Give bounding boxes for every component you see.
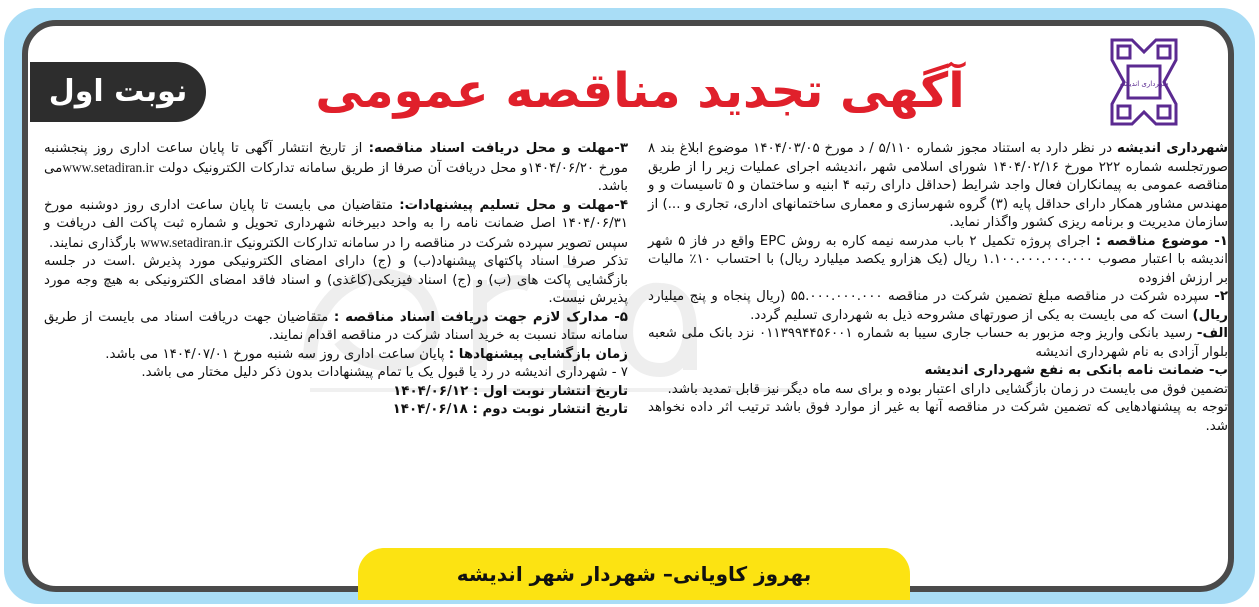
opening-time <box>44 346 628 365</box>
item3-label: ۳-مهلت و محل دریافت اسناد مناقصه: <box>368 141 628 156</box>
item3-tail: می باشد. <box>44 160 628 194</box>
item5-text: متقاضیان جهت دریافت اسناد می بایست از طریق سامانه ستاد نسبت به خرید اسناد شرکت در مناقصه اقدام نمایند. <box>44 309 628 343</box>
setadiran-link[interactable]: www.setadiran.ir <box>62 159 154 175</box>
left-column <box>44 140 628 420</box>
logo-text: شهرداری اندیشه <box>1119 80 1169 88</box>
signature-bar: بهروز کاویانی– شهردار شهر اندیشه <box>358 548 910 600</box>
publish-1-label: تاریخ انتشار نوبت اول : <box>472 383 628 399</box>
municipality-logo <box>1108 36 1180 128</box>
item-4 <box>44 197 628 254</box>
intro-bold: شهرداری اندیشه <box>1116 141 1228 156</box>
item1-label: ۱- موضوع مناقصه : <box>1095 233 1228 249</box>
alef-label: الف- <box>1196 326 1229 341</box>
intro-text: در نظر دارد به استناد مجوز شماره ۵/۱۱۰ / د مورخ ۱۴۰۴/۰۳/۰۵ موضوع ابلاغ بند ۸ صورتجلسه شماره ۲۲۲ مورخ ۱۴۰۴/۰۲/۱۶ شورای اسلامی شهر ،اندیشه اجرای عملیات زیر را از طریق مناقصه عمومی به پیمانکاران فعال واجد شرایط (حداقل دارای رتبه ۴ ابنیه و ساختمان و ۵ تاسیسات و و مهندس مشاور همکار دارای حداقل پایه (۳) گروه شهرسازی و معماری ساختمانهای اداری، تجاری و ...) از سازمان مدیریت و برنامه ریزی کشور واگذار نماید. <box>648 141 1228 230</box>
item5-label: ۵- مدارک لازم جهت دریافت اسناد مناقصه : <box>333 309 628 325</box>
publish-2-label: تاریخ انتشار نوبت دوم : <box>472 402 628 417</box>
publish-date-1 <box>44 383 628 402</box>
item4-label: ۴-مهلت و محل تسلیم پیشنهادات: <box>399 197 628 213</box>
item-1 <box>648 233 1228 289</box>
item2-text: سپرده شرکت در مناقصه مبلغ تضمین شرکت در مناقصه ۵۵.۰۰۰.۰۰۰.۰۰۰ (ریال پنجاه و پنج میلیارد <box>648 289 1215 304</box>
item-5 <box>44 309 628 346</box>
round-badge: نوبت اول <box>30 62 206 122</box>
setadiran-link-2[interactable]: www.setadiran.ir <box>140 234 232 250</box>
item4-text: متقاضیان می بایست تا پایان ساعت اداری روز دوشنبه مورخ ۱۴۰۴/۰۶/۳۱ اصل ضمانت نامه را به واحد دبیرخانه شهرداری تحویل و شماره ثبت پاکت الف دریافت و سپس تصویر سپرده شرکت در مناقصه را در سامانه تدارکات الکترونیک <box>44 197 628 251</box>
opening-label: زمان بازگشایی پیشنهادها : <box>448 346 628 362</box>
guarantee-note-2: توجه به پیشنهادهایی که تضمین شرکت در مناقصه آنها به غیر از موارد فوق باشد ترتیب اثر داده نخواهد شد. <box>648 400 1228 434</box>
item-be <box>648 362 1228 381</box>
item2-label: ۲- <box>1214 289 1229 304</box>
opening-text: پایان ساعت اداری روز سه شنبه مورخ ۱۴۰۴/۰۷/۰۱ می باشد. <box>105 346 449 362</box>
item1-text: اجرای پروژه تکمیل ۲ باب مدرسه نیمه کاره به روش EPC واقع در فاز ۵ شهر اندیشه با اعتبار مصوب ۱.۱۰۰.۰۰۰.۰۰۰.۰۰۰ ریال (یک هزارو یکصد میلیارد ریال) با احتساب ۱۰٪ مالیات بر ارزش افزوده <box>648 233 1229 286</box>
right-column <box>648 140 1228 436</box>
note-paragraph: تذکر صرفا اسناد پاکتهای پیشنهاد(ب) و (ج) دارای امضای الکترونیکی مورد پذیرش .است در جلسه بازگشایی پاکت های (ب) و (ج) اسناد فیزیکی(کاغذی) و اسناد فاقد امضای الکترونیکی به هیچ وجه مورد پذیرش نیست. <box>44 254 628 306</box>
item-2 <box>648 288 1228 325</box>
item2-bold: ریال) <box>1192 307 1228 323</box>
publish-1-date: ۱۴۰۴/۰۶/۱۲ <box>393 383 473 399</box>
item2-tail: است که می بایست به یکی از صورتهای مشروحه ذیل به شهرداری تسلیم گردد. <box>750 307 1193 323</box>
intro-paragraph <box>648 140 1228 233</box>
item-3 <box>44 140 628 197</box>
item-7: ۷ - شهرداری اندیشه در رد یا قبول یک یا تمام پیشنهادات بدون ذکر دلیل مختار می باشد. <box>141 365 628 380</box>
alef-text: رسید بانکی واریز وجه مزبور به حساب جاری سیبا به شماره ۰۱۱۳۹۹۴۴۵۶۰۰۱ نزد بانک ملی شعبه بلوار آزادی به نام شهرداری اندیشه <box>648 326 1228 360</box>
guarantee-note: تضمین فوق می بایست در زمان بازگشایی دارای اعتبار بوده و برای سه ماه دیگر نیز قابل تمدید باشد. <box>667 381 1228 397</box>
item4-tail: بارگذاری نمایند. <box>49 235 141 251</box>
item-alef <box>648 325 1228 362</box>
page-title: آگهی تجدید مناقصه عمومی <box>315 63 965 119</box>
publish-2-date: ۱۴۰۴/۰۶/۱۸ <box>392 402 473 417</box>
item3-text: از تاریخ انتشار آگهی تا پایان ساعت اداری روز پنجشنبه مورخ ۱۴۰۴/۰۶/۲۰و محل دریافت آن صرفا از طریق سامانه تدارکات الکترونیک دولت <box>44 141 628 176</box>
publish-date-2 <box>44 401 628 420</box>
be-heading: ب- ضمانت نامه بانکی به نفع شهرداری اندیشه <box>924 363 1228 378</box>
